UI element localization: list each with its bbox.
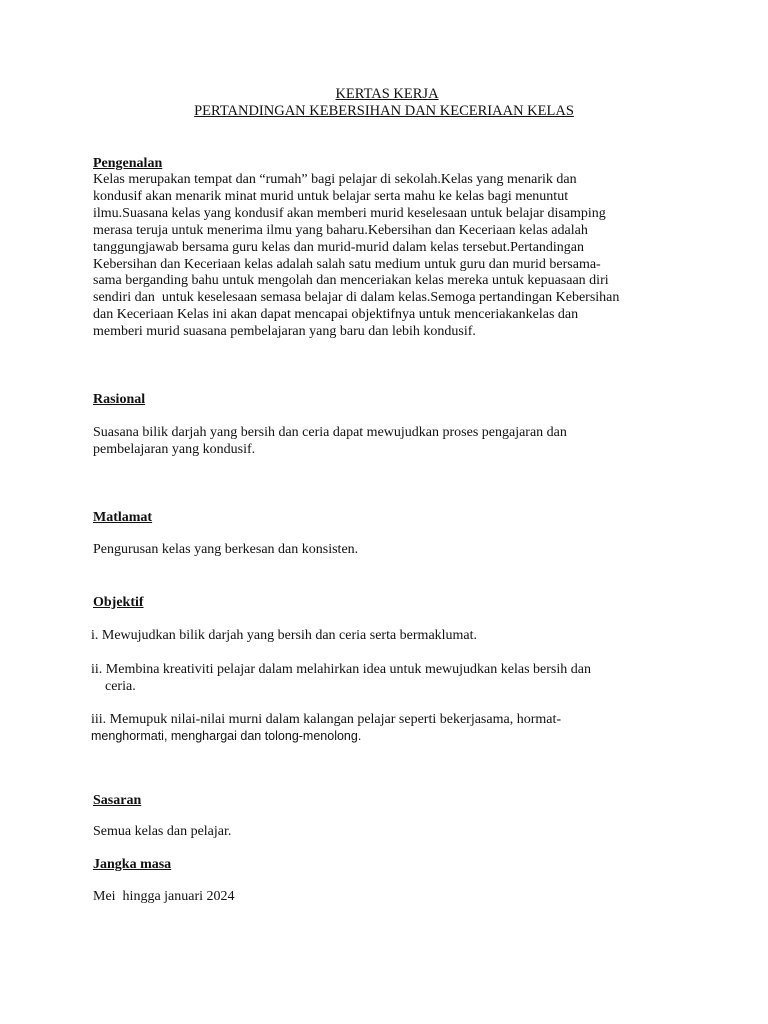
section-sasaran xyxy=(93,792,693,809)
jangka-masa-text-block xyxy=(93,889,693,905)
paragraph-line: dan Keceriaan Kelas ini akan dapat mencapai objektifnya untuk menceriakankelas dan xyxy=(93,307,579,323)
paragraph-line: merasa teruja untuk menerima ilmu yang baharu.Kebersihan dan Keceriaan kelas adalah xyxy=(93,222,588,238)
title-line-1: KERTAS KERJA xyxy=(335,86,439,102)
jangka-masa-text: Mei hingga januari 2024 xyxy=(93,889,235,904)
heading-pengenalan: Pengenalan xyxy=(93,156,163,171)
objektif-item-text: i. Mewujudkan bilik darjah yang bersih dan ceria serta bermaklumat. xyxy=(91,628,478,643)
document-title xyxy=(0,86,768,120)
objektif-item-text: iii. Memupuk nilai-nilai murni dalam kalangan pelajar seperti bekerjasama, hormat- xyxy=(91,712,562,727)
objektif-item-text-continued: menghormati, menghargai dan tolong-menolong. xyxy=(91,729,362,743)
heading-jangka-masa: Jangka masa xyxy=(93,857,172,872)
matlamat-text-block xyxy=(93,542,693,558)
title-line-2: PERTANDINGAN KEBERSIHAN DAN KECERIAAN KELAS xyxy=(194,103,574,119)
objektif-item-3 xyxy=(91,711,691,745)
section-objektif xyxy=(93,594,693,611)
sasaran-text-block xyxy=(93,824,693,840)
paragraph-line: ilmu.Suasana kelas yang kondusif akan memberi murid keselesaan untuk belajar disamping xyxy=(93,205,606,221)
sasaran-text: Semua kelas dan pelajar. xyxy=(93,824,232,839)
paragraph-line: kondusif akan menarik minat murid untuk belajar serta mahu ke kelas bagi menuntut xyxy=(93,188,569,204)
rasional-paragraph xyxy=(93,425,693,459)
paragraph-line: tanggungjawab bersama guru kelas dan murid-murid dalam kelas tersebut.Pertandingan xyxy=(93,239,585,255)
paragraph-line: sendiri dan untuk keselesaan semasa belajar di dalam kelas.Semoga pertandingan Kebersihan xyxy=(93,290,620,306)
objektif-item-text-continued: ceria. xyxy=(105,679,136,694)
objektif-item-1 xyxy=(91,627,691,644)
section-pengenalan xyxy=(93,155,693,341)
paragraph-line: pembelajaran yang kondusif. xyxy=(93,441,256,457)
paragraph-line: Kelas merupakan tempat dan “rumah” bagi pelajar di sekolah.Kelas yang menarik dan xyxy=(93,172,577,187)
objektif-item-text: ii. Membina kreativiti pelajar dalam melahirkan idea untuk mewujudkan kelas bersih dan xyxy=(91,662,591,677)
paragraph-line: memberi murid suasana pembelajaran yang baru dan lebih kondusif. xyxy=(93,324,476,340)
section-matlamat xyxy=(93,509,693,526)
pengenalan-paragraph xyxy=(93,172,693,341)
paragraph-line: sama berganding bahu untuk mengolah dan menceriakan kelas mereka untuk kepuasaan diri xyxy=(93,273,609,289)
heading-sasaran: Sasaran xyxy=(93,793,142,808)
objektif-item-2 xyxy=(91,661,691,695)
heading-matlamat: Matlamat xyxy=(93,510,153,525)
heading-objektif: Objektif xyxy=(93,595,144,610)
heading-rasional: Rasional xyxy=(93,392,146,407)
matlamat-text: Pengurusan kelas yang berkesan dan konsisten. xyxy=(93,542,359,557)
section-rasional xyxy=(93,391,693,408)
section-jangka-masa xyxy=(93,856,693,873)
paragraph-line: Kebersihan dan Keceriaan kelas adalah salah satu medium untuk guru dan murid bersama- xyxy=(93,256,601,272)
paragraph-line: Suasana bilik darjah yang bersih dan ceria dapat mewujudkan proses pengajaran dan xyxy=(93,425,567,440)
